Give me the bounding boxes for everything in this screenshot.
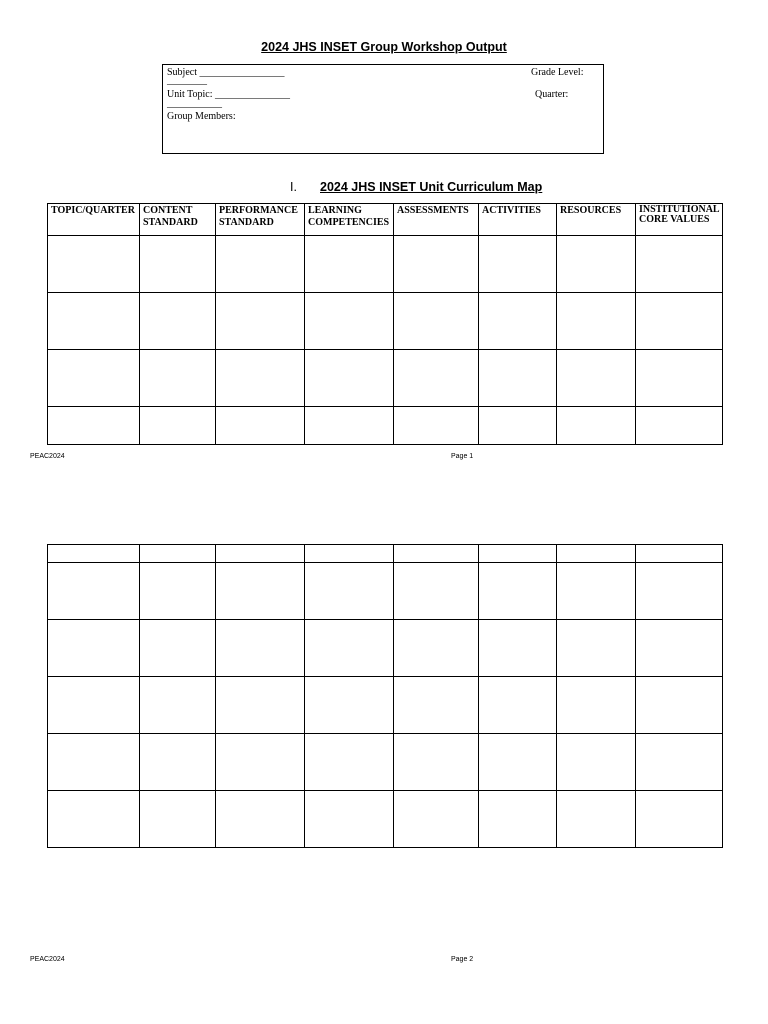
table-row[interactable]: [48, 734, 723, 791]
table-cell[interactable]: [557, 293, 636, 350]
grade-level-field[interactable]: Grade Level:: [531, 67, 584, 78]
header-topic-quarter: TOPIC/QUARTER: [48, 204, 140, 236]
table-cell[interactable]: [394, 791, 479, 848]
table-cell[interactable]: [48, 545, 140, 563]
table-cell[interactable]: [557, 677, 636, 734]
table-cell[interactable]: [140, 677, 216, 734]
table-row[interactable]: [48, 545, 723, 563]
table-cell[interactable]: [48, 350, 140, 407]
table-cell[interactable]: [140, 791, 216, 848]
table-cell[interactable]: [479, 236, 557, 293]
table-row[interactable]: [48, 677, 723, 734]
table-row[interactable]: [48, 350, 723, 407]
footer-left-page2: PEAC2024: [30, 956, 65, 963]
quarter-field[interactable]: Quarter:: [535, 89, 569, 100]
header-learning-competencies: LEARNING COMPETENCIES: [305, 204, 394, 236]
table-cell[interactable]: [479, 293, 557, 350]
table-cell[interactable]: [305, 620, 394, 677]
group-members-field[interactable]: Group Members:: [167, 111, 236, 122]
table-cell[interactable]: [216, 545, 305, 563]
table-cell[interactable]: [216, 734, 305, 791]
table-cell[interactable]: [636, 677, 723, 734]
table-cell[interactable]: [140, 620, 216, 677]
table-cell[interactable]: [140, 236, 216, 293]
table-cell[interactable]: [557, 620, 636, 677]
table-cell[interactable]: [140, 293, 216, 350]
table-cell[interactable]: [140, 350, 216, 407]
table-cell[interactable]: [48, 791, 140, 848]
table-cell[interactable]: [557, 563, 636, 620]
table-cell[interactable]: [636, 620, 723, 677]
header-core-values: INSTITUTIONAL CORE VALUES: [636, 204, 723, 236]
table-cell[interactable]: [48, 677, 140, 734]
table-row[interactable]: [48, 236, 723, 293]
table-cell[interactable]: [557, 407, 636, 445]
table-cell[interactable]: [394, 620, 479, 677]
table-cell[interactable]: [557, 734, 636, 791]
curriculum-map-table-page1: [47, 203, 723, 445]
header-activities: ACTIVITIES: [479, 204, 557, 236]
table-cell[interactable]: [479, 677, 557, 734]
table-cell[interactable]: [479, 791, 557, 848]
table-cell[interactable]: [216, 677, 305, 734]
table-cell[interactable]: [48, 407, 140, 445]
table-cell[interactable]: [636, 236, 723, 293]
table-cell[interactable]: [48, 620, 140, 677]
table-cell[interactable]: [216, 407, 305, 445]
table-cell[interactable]: [216, 563, 305, 620]
table-cell[interactable]: [216, 293, 305, 350]
header-assessments: ASSESSMENTS: [394, 204, 479, 236]
table-cell[interactable]: [557, 350, 636, 407]
table-cell[interactable]: [216, 620, 305, 677]
table-cell[interactable]: [48, 293, 140, 350]
footer-page-number-page1: Page 1: [451, 453, 474, 460]
group-info-box: [162, 64, 604, 154]
table-cell[interactable]: [479, 350, 557, 407]
document-title: 2024 JHS INSET Group Workshop Output: [261, 40, 507, 54]
table-cell[interactable]: [394, 734, 479, 791]
header-content-standard: CONTENT STANDARD: [140, 204, 216, 236]
unit-topic-line-cont: ___________: [167, 98, 222, 109]
table-cell[interactable]: [479, 620, 557, 677]
unit-topic-field[interactable]: Unit Topic: _______________: [167, 89, 291, 100]
table-cell[interactable]: [216, 350, 305, 407]
section-title: 2024 JHS INSET Unit Curriculum Map: [320, 180, 543, 194]
table-cell[interactable]: [305, 734, 394, 791]
table-cell[interactable]: [140, 563, 216, 620]
table-cell[interactable]: [636, 563, 723, 620]
table-cell[interactable]: [216, 791, 305, 848]
table-cell[interactable]: [636, 293, 723, 350]
table-cell[interactable]: [479, 407, 557, 445]
table-row[interactable]: [48, 407, 723, 445]
table-cell[interactable]: [305, 563, 394, 620]
table-cell[interactable]: [557, 791, 636, 848]
table-cell[interactable]: [305, 350, 394, 407]
table-header-row: [48, 204, 723, 236]
subject-field[interactable]: Subject _________________: [167, 67, 285, 78]
footer-left-page1: PEAC2024: [30, 453, 65, 460]
subject-line-cont: ________: [167, 75, 207, 86]
table-row[interactable]: [48, 791, 723, 848]
table-cell[interactable]: [48, 236, 140, 293]
table-cell[interactable]: [479, 545, 557, 563]
table-cell[interactable]: [140, 407, 216, 445]
table-cell[interactable]: [636, 407, 723, 445]
table-row[interactable]: [48, 563, 723, 620]
table-cell[interactable]: [636, 791, 723, 848]
curriculum-map-table-page2: [47, 544, 723, 848]
table-cell[interactable]: [394, 563, 479, 620]
table-cell[interactable]: [305, 791, 394, 848]
table-cell[interactable]: [48, 734, 140, 791]
table-cell[interactable]: [140, 734, 216, 791]
table-cell[interactable]: [305, 677, 394, 734]
table-cell[interactable]: [479, 563, 557, 620]
table-cell[interactable]: [636, 350, 723, 407]
table-cell[interactable]: [140, 545, 216, 563]
table-cell[interactable]: [557, 236, 636, 293]
table-cell[interactable]: [305, 236, 394, 293]
table-cell[interactable]: [479, 734, 557, 791]
table-cell[interactable]: [394, 407, 479, 445]
table-cell[interactable]: [394, 350, 479, 407]
header-resources: RESOURCES: [557, 204, 636, 236]
table-cell[interactable]: [48, 563, 140, 620]
table-cell[interactable]: [394, 677, 479, 734]
header-performance-standard: PERFORMANCE STANDARD: [216, 204, 305, 236]
table-row[interactable]: [48, 293, 723, 350]
table-cell[interactable]: [305, 293, 394, 350]
section-number: I.: [290, 180, 297, 194]
table-cell[interactable]: [394, 293, 479, 350]
table-cell[interactable]: [557, 545, 636, 563]
footer-page-number-page2: Page 2: [451, 956, 474, 963]
table-cell[interactable]: [305, 407, 394, 445]
table-cell[interactable]: [636, 545, 723, 563]
table-cell[interactable]: [394, 545, 479, 563]
table-row[interactable]: [48, 620, 723, 677]
table-cell[interactable]: [636, 734, 723, 791]
table-cell[interactable]: [216, 236, 305, 293]
table-cell[interactable]: [305, 545, 394, 563]
table-cell[interactable]: [394, 236, 479, 293]
